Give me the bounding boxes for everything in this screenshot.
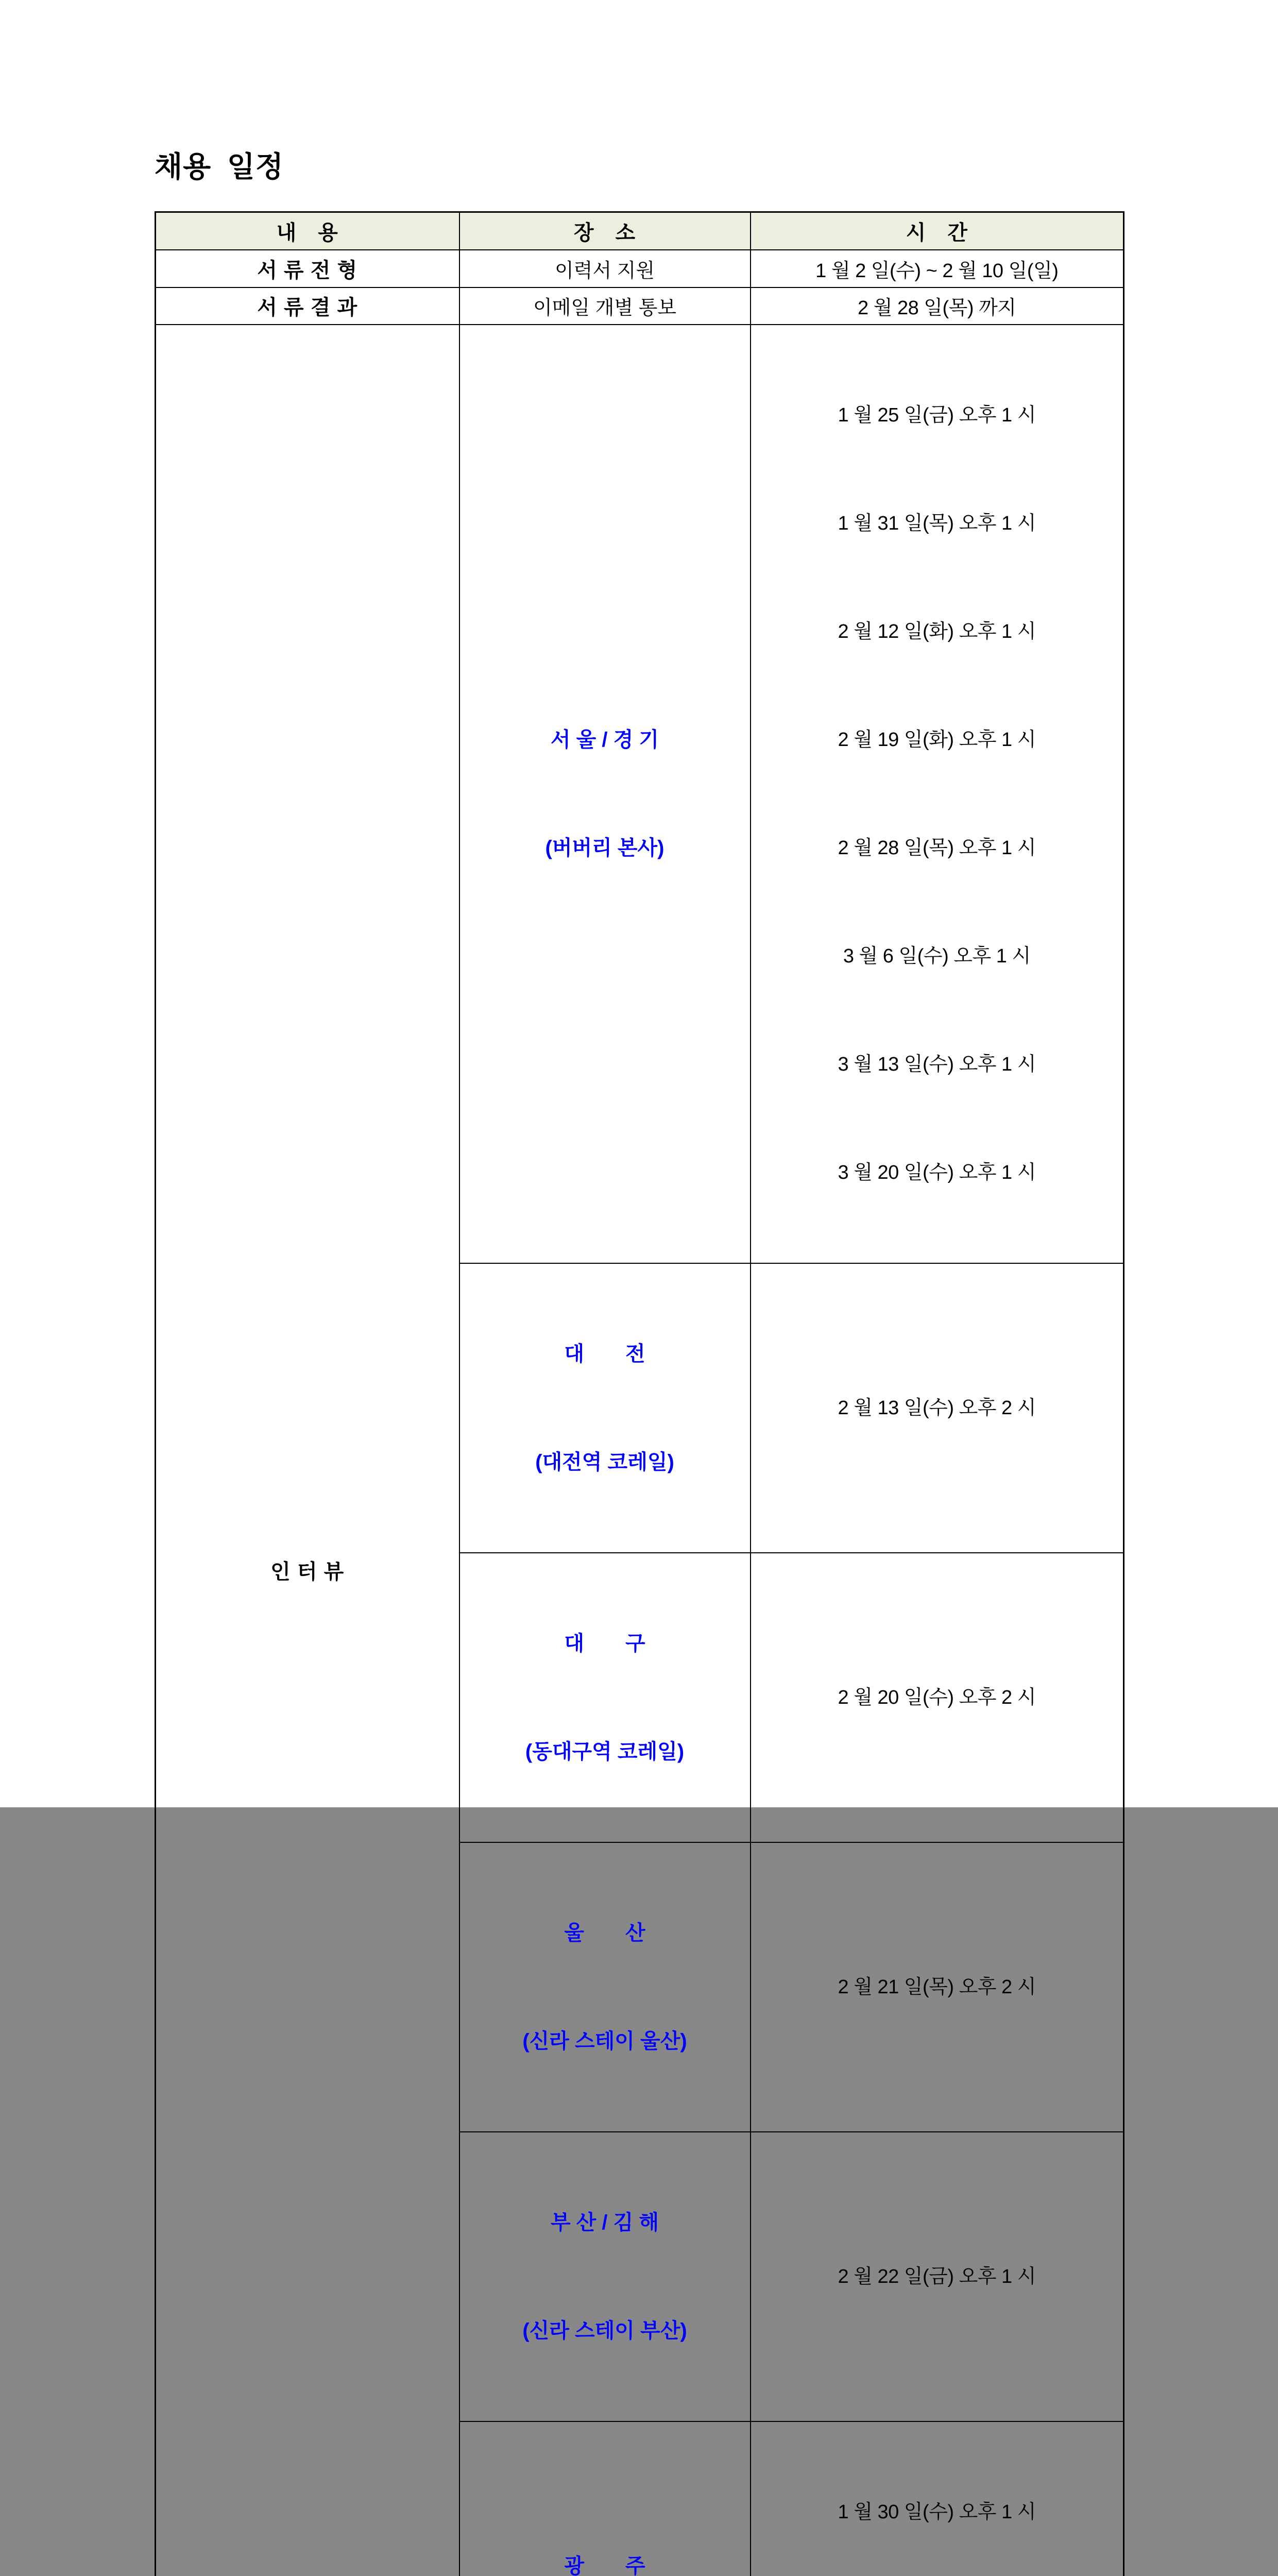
interview-time: 2 월 21 일(목) 오후 2 시 xyxy=(751,1969,1123,2005)
cell-interview-times xyxy=(751,2421,1124,2576)
interview-venue: (대전역 코레일) xyxy=(460,1444,750,1480)
interview-time: 1 월 31 일(목) 오후 1 시 xyxy=(751,505,1123,541)
interview-time: 2 월 22 일(금) 오후 1 시 xyxy=(751,2259,1123,2295)
interview-time: 1 월 30 일(수) 오후 1 시 xyxy=(751,2494,1123,2530)
interview-time: 3 월 20 일(수) 오후 1 시 xyxy=(751,1155,1123,1191)
table-row-interview-seoul-gyeonggi xyxy=(156,325,1124,1263)
interview-time: 3 월 13 일(수) 오후 1 시 xyxy=(751,1046,1123,1082)
cell-interview-location xyxy=(459,325,751,1263)
cell-interview-times xyxy=(751,325,1124,1263)
interview-city: 부 산 / 김 해 xyxy=(460,2205,750,2241)
cell-interview-location xyxy=(459,2132,751,2421)
schedule-table xyxy=(155,211,1124,2576)
interview-venue: (버버리 본사) xyxy=(460,830,750,866)
cell-interview-location xyxy=(459,1263,751,1553)
interview-city: 서 울 / 경 기 xyxy=(460,722,750,758)
interview-time: 1 월 25 일(금) 오후 1 시 xyxy=(751,397,1123,433)
interview-time: 2 월 12 일(화) 오후 1 시 xyxy=(751,614,1123,650)
header-cell-content: 내 용 xyxy=(156,212,459,250)
cell-interview-times xyxy=(751,1842,1124,2132)
cell-time: 1 월 2 일(수) ~ 2 월 10 일(일) xyxy=(751,250,1124,287)
interview-venue: (동대구역 코레일) xyxy=(460,1734,750,1770)
interview-city: 광 주 xyxy=(460,2548,750,2576)
cell-interview-location xyxy=(459,2421,751,2576)
interview-city: 대 전 xyxy=(460,1336,750,1372)
cell-interview-times xyxy=(751,1553,1124,1842)
header-row xyxy=(156,212,1124,250)
cell-interview-times xyxy=(751,1263,1124,1553)
interview-venue: (신라 스테이 부산) xyxy=(460,2313,750,2349)
cell-interview-location xyxy=(459,1553,751,1842)
interview-time: 2 월 20 일(수) 오후 2 시 xyxy=(751,1680,1123,1716)
interview-time: 2 월 19 일(화) 오후 1 시 xyxy=(751,722,1123,758)
page-title: 채용 일정 xyxy=(155,144,284,185)
cell-interview-label: 인 터 뷰 xyxy=(156,325,459,2576)
header-cell-place: 장 소 xyxy=(459,212,751,250)
interview-city: 대 구 xyxy=(460,1625,750,1662)
cell-place: 이메일 개별 통보 xyxy=(459,287,751,325)
cell-place: 이력서 지원 xyxy=(459,250,751,287)
interview-time: 2 월 13 일(수) 오후 2 시 xyxy=(751,1390,1123,1426)
table-row-document-screening xyxy=(156,250,1124,287)
interview-city: 울 산 xyxy=(460,1915,750,1951)
cell-content: 서 류 전 형 xyxy=(156,250,459,287)
interview-time: 2 월 28 일(목) 오후 1 시 xyxy=(751,830,1123,866)
cell-interview-times xyxy=(751,2132,1124,2421)
cell-content: 서 류 결 과 xyxy=(156,287,459,325)
interview-time: 3 월 6 일(수) 오후 1 시 xyxy=(751,938,1123,974)
interview-venue: (신라 스테이 울산) xyxy=(460,2023,750,2059)
table-row-document-result xyxy=(156,287,1124,325)
cell-time: 2 월 28 일(목) 까지 xyxy=(751,287,1124,325)
header-cell-time: 시 간 xyxy=(751,212,1124,250)
cell-interview-location xyxy=(459,1842,751,2132)
